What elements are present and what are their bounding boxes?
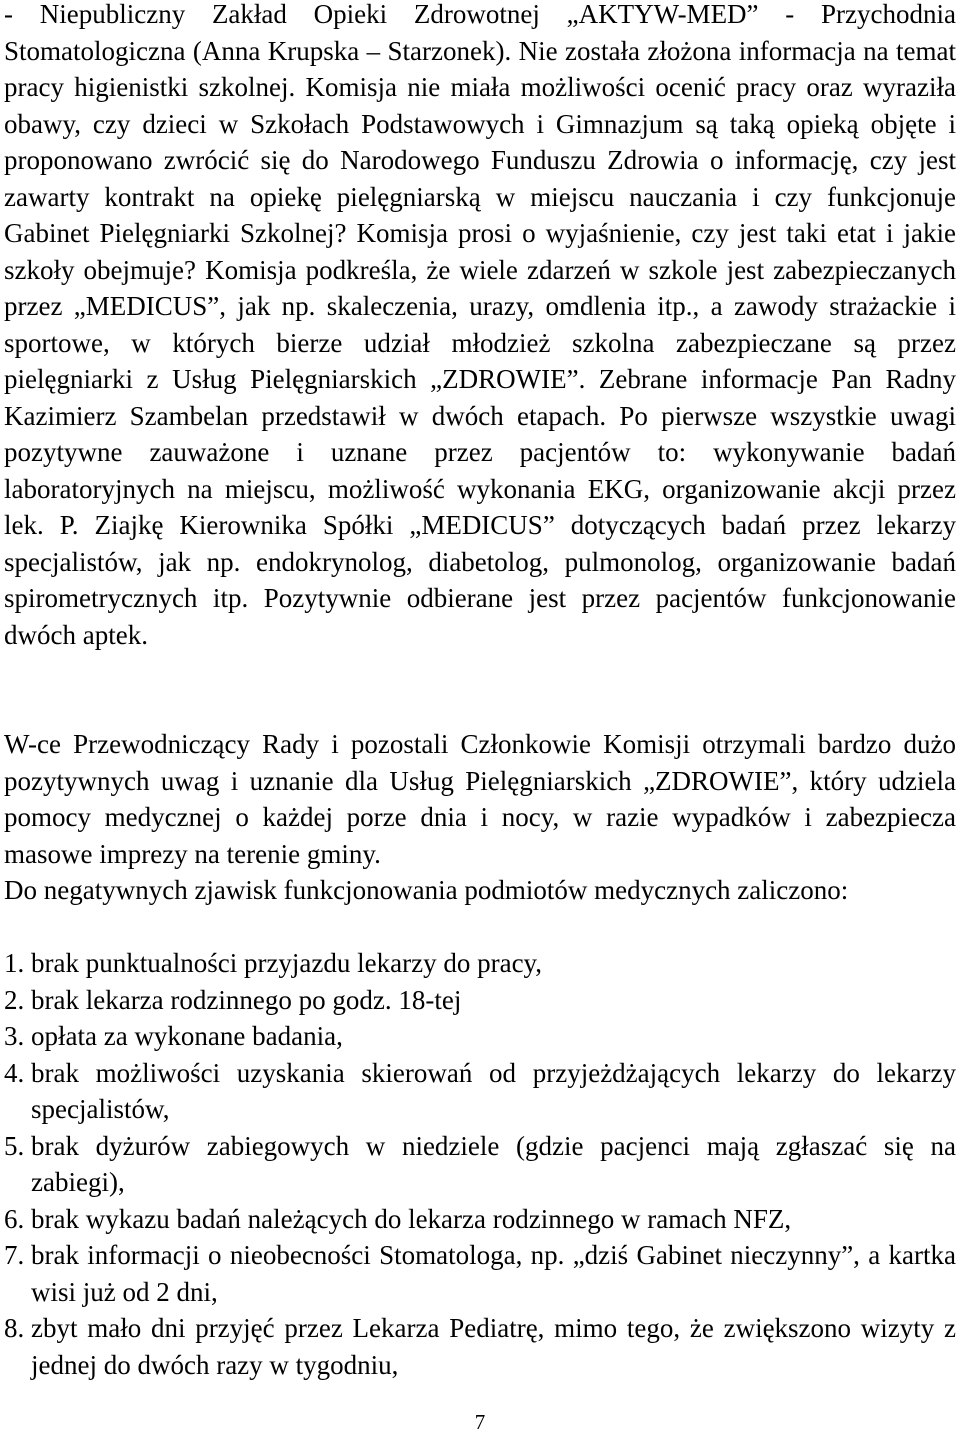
list-item-number: 2. (4, 984, 25, 1015)
list-item-number: 3. (4, 1021, 25, 1051)
list-item-number: 7. (4, 1240, 25, 1270)
list-item-text: brak lekarza rodzinnego po godz. 18-tej (31, 984, 462, 1015)
list-item (4, 982, 956, 1019)
list-item (4, 1018, 956, 1055)
list-item (4, 945, 956, 982)
list-item-text: opłata za wykonane badania, (31, 1021, 343, 1051)
list-item-text: brak wykazu badań należących do lekarza rodzinnego w ramach NFZ, (31, 1203, 792, 1234)
negative-issues-list (4, 945, 956, 1383)
list-item-number: 1. (4, 948, 25, 978)
list-item (4, 1201, 956, 1238)
list-item (4, 1128, 956, 1201)
paragraph-facilities-report: - Niepubliczny Zakład Opieki Zdrowotnej „AKTYW-MED” - Przychodnia Stomatologiczna (Anna Krupska – Starzonek). Nie została złożona informacja na temat pracy higienistki szkolnej. Komisja nie miała możliwości ocenić pracy oraz wyraziła obawy, czy dzieci w Szkołach Podstawowych i Gimnazjum są taką opieką objęte i proponowano zwrócić się do Narodowego Funduszu Zdrowia o informację, czy jest zawarty kontrakt na opiekę pielęgniarską w miejscu nauczania i czy funkcjonuje Gabinet Pielęgniarki Szkolnej? Komisja prosi o wyjaśnienie, czy jest taki etat i jakie szkoły obejmuje? Komisja podkreśla, że wiele zdarzeń w szkole jest zabezpieczanych przez „MEDICUS”, jak np. skaleczenia, urazy, omdlenia itp., a zawody strażackie i sportowe, w których bierze udział młodzież szkolna zabezpieczane są przez pielęgniarki z Usług Pielęgniarskich „ZDROWIE”. Zebrane informacje Pan Radny Kazimierz Szambelan przedstawił w dwóch etapach. Po pierwsze wszystkie uwagi pozytywne zauważone i uznane przez pacjentów to: wykonywanie badań laboratoryjnych na miejscu, możliwość wykonania EKG, organizowanie akcji przez lek. P. Ziajkę Kierownika Spółki „MEDICUS” dotyczących badań przez lekarzy specjalistów, jak np. endokrynolog, diabetolog, pulmonolog, organizowanie badań spirometrycznych itp. Pozytywnie odbierane jest przez pacjentów funkcjonowanie dwóch aptek. (4, 0, 956, 650)
list-item (4, 1055, 956, 1128)
list-item-text: brak informacji o nieobecności Stomatologa, np. „dziś Gabinet nieczynny”, a kartka wisi już od 2 dni, (31, 1240, 956, 1307)
list-item-number: 4. (4, 1057, 25, 1088)
paragraph-commission-feedback: W-ce Przewodniczący Rady i pozostali Członkowie Komisji otrzymali bardzo dużo pozytywnych uwag i uznanie dla Usług Pielęgniarskich „ZDROWIE”, który udziela pomocy medycznej o każdej porze dnia i nocy, w razie wypadków i zabezpiecza masowe imprezy na terenie gminy. (4, 729, 956, 869)
list-item (4, 1237, 956, 1310)
list-item-text: brak dyżurów zabiegowych w niedziele (gdzie pacjenci mają zgłaszać się na zabiegi), (31, 1130, 956, 1197)
list-item-text: brak możliwości uzyskania skierowań od przyjeżdżających lekarzy do lekarzy specjalistów, (31, 1057, 956, 1124)
list-item-number: 5. (4, 1130, 25, 1161)
paragraph-negative-intro: Do negatywnych zjawisk funkcjonowania podmiotów medycznych zaliczono: (4, 875, 849, 905)
list-item-text: brak punktualności przyjazdu lekarzy do pracy, (31, 948, 543, 978)
page-number: 7 (474, 1410, 486, 1434)
list-item-number: 6. (4, 1203, 25, 1234)
list-item-text: zbyt mało dni przyjęć przez Lekarza Pediatrę, mimo tego, że zwiększono wizyty z jednej do dwóch razy w tygodniu, (31, 1313, 956, 1380)
list-item-number: 8. (4, 1313, 25, 1343)
list-item (4, 1310, 956, 1383)
